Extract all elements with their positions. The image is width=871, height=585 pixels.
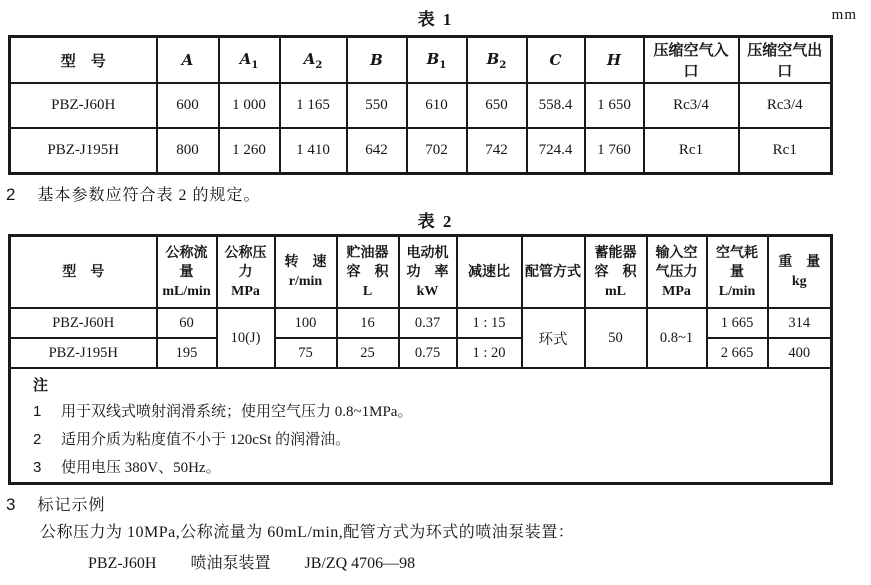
note-number: 3	[33, 459, 42, 476]
section-3-heading	[6, 492, 871, 515]
model-cell: PBZ-J195H	[10, 338, 157, 368]
column-header-piping: 配管方式	[522, 236, 585, 309]
note-text: 用于双线式喷射润滑系统；使用空气压力 0.8~1MPa。	[61, 404, 413, 420]
table-cell: 195	[157, 338, 217, 368]
marking-description: 公称压力为 10MPa,公称流量为 60mL/min,配管方式为环式的喷油泵装置：	[40, 524, 575, 541]
column-header-model: 型 号	[10, 236, 157, 309]
table-row	[10, 308, 832, 338]
table1-header-row	[10, 37, 832, 84]
example-standard-number: JB/ZQ 4706—98	[304, 555, 416, 572]
table-cell: 400	[768, 338, 832, 368]
table-cell: 1 : 20	[457, 338, 522, 368]
column-header-air-outlet: 压缩空气出口	[739, 37, 832, 84]
column-header-flow: 公称流量 mL/min	[157, 236, 217, 309]
table-cell: 702	[407, 128, 467, 174]
column-header-air-inlet: 压缩空气入口	[644, 37, 739, 84]
table-cell: Rc1	[644, 128, 739, 174]
table-cell: 742	[467, 128, 527, 174]
table-cell: 1 410	[280, 128, 347, 174]
table-cell-merged: 50	[585, 308, 647, 368]
table-cell: 1 760	[585, 128, 644, 174]
table-row	[10, 338, 832, 368]
column-header-A1: $A_1$	[219, 37, 280, 84]
table-cell: Rc3/4	[739, 83, 832, 128]
column-header-speed: 转 速 r/min	[275, 236, 337, 309]
table-2-parameters	[8, 234, 833, 485]
column-header-pressure: 公称压力 MPa	[217, 236, 275, 309]
note-text: 适用介质为粘度值不小于 120cSt 的润滑油。	[61, 432, 351, 448]
note-item	[33, 454, 822, 482]
table-cell: Rc3/4	[644, 83, 739, 128]
notes-row	[10, 368, 832, 484]
note-item	[33, 426, 822, 454]
column-header-air-pressure: 输入空 气压力 MPa	[647, 236, 707, 309]
table-cell: 100	[275, 308, 337, 338]
note-text: 使用电压 380V、50Hz。	[61, 460, 221, 476]
column-header-accumulator: 蓄能器 容 积 mL	[585, 236, 647, 309]
table-row	[10, 128, 832, 174]
table1-caption-row	[0, 0, 871, 32]
section-title: 标记示例	[37, 497, 106, 514]
note-number: 1	[33, 403, 42, 420]
section-number: 2	[6, 185, 16, 204]
table-cell: 25	[337, 338, 399, 368]
section-2-heading	[6, 182, 871, 205]
table-cell: 650	[467, 83, 527, 128]
table-cell: 724.4	[527, 128, 585, 174]
model-cell: PBZ-J60H	[10, 83, 157, 128]
table2-notes	[10, 368, 832, 484]
column-header-A2: $A_2$	[280, 37, 347, 84]
column-header-motor-power: 电动机 功 率 kW	[399, 236, 457, 309]
table-cell: 1 260	[219, 128, 280, 174]
table-cell: 1 000	[219, 83, 280, 128]
column-header-B1: $B_1$	[407, 37, 467, 84]
table-cell-merged: 10(J)	[217, 308, 275, 368]
section-number: 3	[6, 495, 16, 514]
example-model-code: PBZ-J60H	[88, 555, 157, 572]
section-text: 基本参数应符合表 2 的规定。	[37, 187, 261, 204]
table-cell: 600	[157, 83, 219, 128]
table-cell: 1 165	[280, 83, 347, 128]
table-row	[10, 83, 832, 128]
column-header-A: A	[157, 37, 219, 84]
table-cell: 558.4	[527, 83, 585, 128]
unit-label: mm	[831, 7, 857, 23]
example-product-name: 喷油泵装置	[190, 555, 271, 572]
note-number: 2	[33, 431, 42, 448]
column-header-ratio: 减速比	[457, 236, 522, 309]
table-cell: 1 650	[585, 83, 644, 128]
table-cell: 75	[275, 338, 337, 368]
table-cell: 60	[157, 308, 217, 338]
table2-caption: 表 2	[417, 212, 454, 231]
table2-header-row	[10, 236, 832, 309]
table-cell: 642	[347, 128, 407, 174]
table-cell: 1 665	[707, 308, 768, 338]
column-header-B: B	[347, 37, 407, 84]
model-cell: PBZ-J195H	[10, 128, 157, 174]
table-cell: 314	[768, 308, 832, 338]
table-cell: 0.75	[399, 338, 457, 368]
notes-label: 注	[33, 378, 49, 394]
column-header-C: C	[527, 37, 585, 84]
column-header-H: H	[585, 37, 644, 84]
table-cell-merged: 环式	[522, 308, 585, 368]
column-header-B2: $B_2$	[467, 37, 527, 84]
table-cell: 800	[157, 128, 219, 174]
column-header-air-consumption: 空气耗量 L/min	[707, 236, 768, 309]
table-cell: 1 : 15	[457, 308, 522, 338]
table-1-dimensions	[8, 35, 833, 175]
table-cell: 2 665	[707, 338, 768, 368]
model-cell: PBZ-J60H	[10, 308, 157, 338]
column-header-model: 型 号	[10, 37, 157, 84]
marking-example	[88, 550, 871, 577]
table-cell: 550	[347, 83, 407, 128]
table-cell: 16	[337, 308, 399, 338]
table-cell: Rc1	[739, 128, 832, 174]
table-cell: 610	[407, 83, 467, 128]
table-cell: 0.37	[399, 308, 457, 338]
note-item	[33, 398, 822, 426]
column-header-weight: 重 量 kg	[768, 236, 832, 309]
table-cell-merged: 0.8~1	[647, 308, 707, 368]
table1-caption: 表 1	[417, 10, 454, 29]
column-header-tank-volume: 贮油器 容 积 L	[337, 236, 399, 309]
